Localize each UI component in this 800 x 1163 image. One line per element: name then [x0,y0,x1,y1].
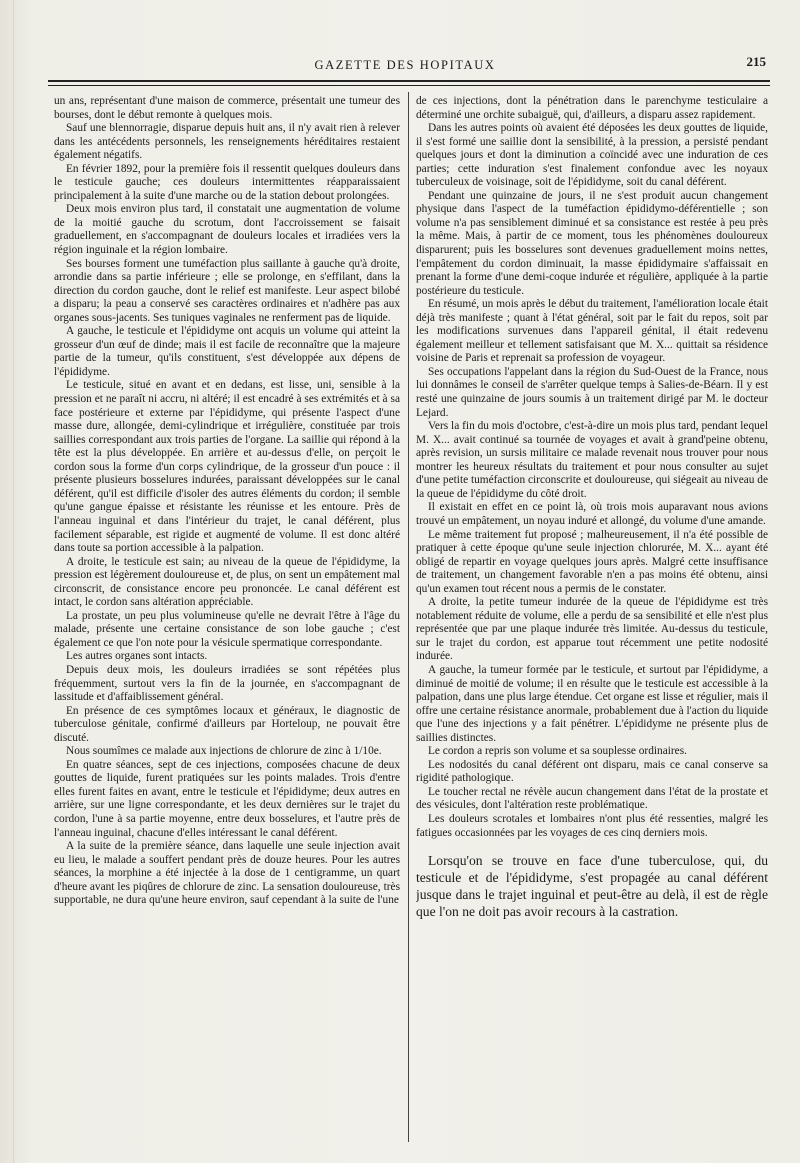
column-divider [408,92,409,1142]
paragraph: Le cordon a repris son volume et sa souplesse ordinaires. [428,745,687,758]
paragraph: Ses occupations l'appelant dans la région du Sud-Ouest de la France, nous lui donnâmes le conseil de s'arrêter quelque temps à Salies-de-Béarn. Il y est resté une quinzaine de jours soumis à un traitement dirigé par M. le docteur Lejard. [416,365,768,419]
page-header [40,54,770,78]
paragraph: Dans les autres points où avaient été déposées les deux gouttes de liquide, il s'est formé une saillie dont la sensibilité, à la pression, a persisté pendant quelques jours et dont la diminution a coïncidé avec une induration de ces parties; cette induration s'est finalement confondue avec les noyaux tuberculeux de voisinage, soit de l'épididyme, soit du canal déférent. [416,122,768,189]
conclusion-paragraph: Lorsqu'on se trouve en face d'une tuberculose, qui, du testicule et de l'épididyme, s'est propagée au canal déférent jusque dans le trajet inguinal et peut-être au delà, il est de règle que l'on ne doit pas avoir recours à la castration. [416,853,768,920]
paragraph: En quatre séances, sept de ces injections, composées chacune de deux gouttes de liquide, furent pratiquées sur les points malades. Trois d'entre elles furent faites en avant, entre le testicule et l'épididyme; deux autres en arrière, sur une ligne correspondante, et les deux dernières sur le trajet du cordon, l'une à sa partie moyenne, entre deux bosselures, et l'autre près de l'anneau inguinal, chacune d'elles intéressant le canal déférent. [54,758,400,839]
paragraph: Il existait en effet en ce point là, où trois mois auparavant nous avions trouvé un empâtement, un noyau induré et allongé, du volume d'une amande. [416,501,768,527]
paragraph: Ses bourses forment une tuméfaction plus saillante à gauche qu'à droite, arrondie dans sa partie inférieure ; elle se prolonge, en s'effilant, dans la direction du cordon gauche, dont le relief est manifeste. Leur aspect bilobé a disparu; la peau a conservé ses caractères ordinaires et n'adhère pas aux organes sous-jacents. Ses tuniques vaginales ne renferment pas de liquide. [54,257,400,324]
paragraph: Le testicule, situé en avant et en dedans, est lisse, uni, sensible à la pression et ne paraît ni accru, ni altéré; il est encadré à ses extrémités et à sa face postérieure et externe par l'épididyme, qui présente l'aspect d'une masse dure, allongée, demi-cylindrique et irrégulière, constituée par trois saillies correspondant aux trois parties de l'organe. La saillie qui répond à la tête est la plus développée. En arrière et au-dessus d'elle, on perçoit le cordon sous la forme d'un corps cylindrique, de la grosseur d'un pouce : il présente plusieurs bosselures indurées, paraissant développées sur le canal déférent, qu'il est difficile d'isoler des autres éléments du cordon; il semble qu'une gangue épaisse et résistante les réunisse et les entoure. Près de l'anneau inguinal et dans l'intérieur du trajet, le canal déférent, plus facilement séparable, est rigide et augmenté de volume. Il est donc altéré dans toute sa portion accessible à la palpation. [54,379,400,555]
paragraph: Vers la fin du mois d'octobre, c'est-à-dire un mois plus tard, pendant lequel M. X... avait continué sa tournée de voyages et avait à grand'peine obtenu, après revision, un sursis militaire ce malade revenait nous trouver pour nous montrer les heureux résultats du traitement et pour nous consulter au sujet d'une petite tuméfaction circonscrite et douloureuse, qui siégeait au niveau de la queue de l'épididyme du côté droit. [416,420,768,500]
page-number: 215 [746,54,766,69]
paragraph: En février 1892, pour la première fois il ressentit quelques douleurs dans le testicule gauche; ces douleurs intermittentes réapparaissaient principalement à la suite d'une marche ou de la station debout prolongées. [54,162,400,202]
header-rule-thick [48,80,770,82]
paragraph: Pendant une quinzaine de jours, il ne s'est produit aucun changement physique dans l'aspect de la tuméfaction épididymo-déférentielle ; son volume n'a pas sensiblement diminué et sa consistance est restée à peu près la même. Mais, à partir de ce moment, tous les phénomènes douloureux disparurent; puis les bosselures sont devenues graduellement moins nettes, l'empâtement du cordon diminuait, la masse épididymaire s'affaissait en prenant la forme d'une demi-coque indurée et régulière, appliquée à la partie postérieure du testicule. [416,189,768,297]
paragraph: de ces injections, dont la pénétration dans le parenchyme testiculaire a déterminé une orchite subaiguë, qui, d'ailleurs, a disparu assez rapidement. [416,95,768,121]
running-title: GAZETTE DES HOPITAUX [314,58,496,72]
paragraph: Sauf une blennorragie, disparue depuis huit ans, il n'y avait rien à relever dans les antécédents personnels, les renseignements héréditaires restaient également négatifs. [54,122,400,162]
paragraph: En présence de ces symptômes locaux et généraux, le diagnostic de tuberculose génitale, confirmé d'ailleurs par Horteloup, ne pouvait être discuté. [54,704,400,744]
paragraph: A gauche, la tumeur formée par le testicule, et surtout par l'épididyme, a diminué de moitié de volume; il en résulte que le testicule est accessible à la palpation, dans une plus large étendue. Cet organe est lisse et régulier, mais il offre une certaine résistance anormale, probablement due à l'action du liquide que l'une des injections y a fait pénétrer. L'épididyme ne présente plus de saillies distinctes. [416,663,768,744]
right-column [416,95,768,1155]
paragraph: Deux mois environ plus tard, il constatait une augmentation de volume de la moitié gauche du scrotum, dont l'accroissement se faisait graduellement, en s'accompagnant de douleurs locales et irradiées vers la région inguinale et la région lombaire. [54,203,400,257]
paragraph: En résumé, un mois après le début du traitement, l'amélioration locale était déjà très manifeste ; quant à l'état général, soit par le fait du repos, soit par les modifications survenues dans l'appareil génital, il était redevenu également meilleur et tellement satisfaisant que M. X... quittait sa résidence voisine de Paris et reprenait sa profession de voyageur. [416,298,768,365]
paragraph: Les nodosités du canal déférent ont disparu, mais ce canal conserve sa rigidité pathologique. [416,758,768,785]
paragraph: A droite, la petite tumeur indurée de la queue de l'épididyme est très notablement réduite de volume, elle a perdu de sa sensibilité et elle n'est plus représentée que par une plaque indurée très limitée. Au-dessus du testicule, sur le trajet du cordon, est apparue tout récemment une petite nodosité indurée. [416,596,768,663]
paragraph: Les douleurs scrotales et lombaires n'ont plus été ressenties, malgré les fatigues occasionnées par les voyages de ces cinq derniers mois. [416,812,768,839]
paragraph: un ans, représentant d'une maison de commerce, présentait une tumeur des bourses, dont le début remonte à quelques mois. [54,95,400,121]
paragraph: Le toucher rectal ne révèle aucun changement dans l'état de la prostate et des vésicules, dont l'altération reste problématique. [416,785,768,812]
paragraph: La prostate, un peu plus volumineuse qu'elle ne devrait l'être à l'âge du malade, présente une certaine consistance de son lobe gauche ; c'est également ce que l'on note pour la vésicule spermatique correspondante. [54,609,400,649]
paragraph: A droite, le testicule est sain; au niveau de la queue de l'épididyme, la pression est légèrement douloureuse et, de plus, on sent un empâtement mal circonscrit, de consistance encore peu prononcée. Le canal déférent est intact, le cordon sans altération appréciable. [54,555,400,609]
paragraph: Les autres organes sont intacts. [66,650,208,663]
binding-edge [13,0,14,1163]
paragraph: A la suite de la première séance, dans laquelle une seule injection avait eu lieu, le malade a souffert pendant près de douze heures. Pour les autres séances, la morphine a été injectée à la dose de 1 centigramme, un quart d'heure avant les piqûres de chlorure de zinc. La sensation douloureuse, très supportable, ne dura qu'une heure environ, sauf cependant à la suite de l'une [54,840,400,907]
paragraph: A gauche, le testicule et l'épididyme ont acquis un volume qui atteint la grosseur d'un œuf de dinde; mais il est facile de reconnaître que la majeure partie de la tumeur, qu'ils constituent, s'est développée aux dépens de l'épididyme. [54,325,400,378]
header-rule-thin [48,85,770,86]
paragraph: Depuis deux mois, les douleurs irradiées se sont répétées plus fréquemment, surtout vers la fin de la journée, en s'accompagnant de lassitude et d'affaiblissement général. [54,663,400,704]
left-column [54,95,400,1155]
paragraph: Nous soumîmes ce malade aux injections de chlorure de zinc à 1/10e. [66,745,382,758]
paragraph: Le même traitement fut proposé ; malheureusement, il n'a été possible de pratiquer à cette époque qu'une seule injection chlorurée, M. X... ayant été obligé de repartir en voyage quelques jours après. Malgré cette insuffisance de traitement, un changement favorable n'en a pas moins été obtenu, ainsi qu'un examen tout récent nous a permis de le constater. [416,528,768,595]
